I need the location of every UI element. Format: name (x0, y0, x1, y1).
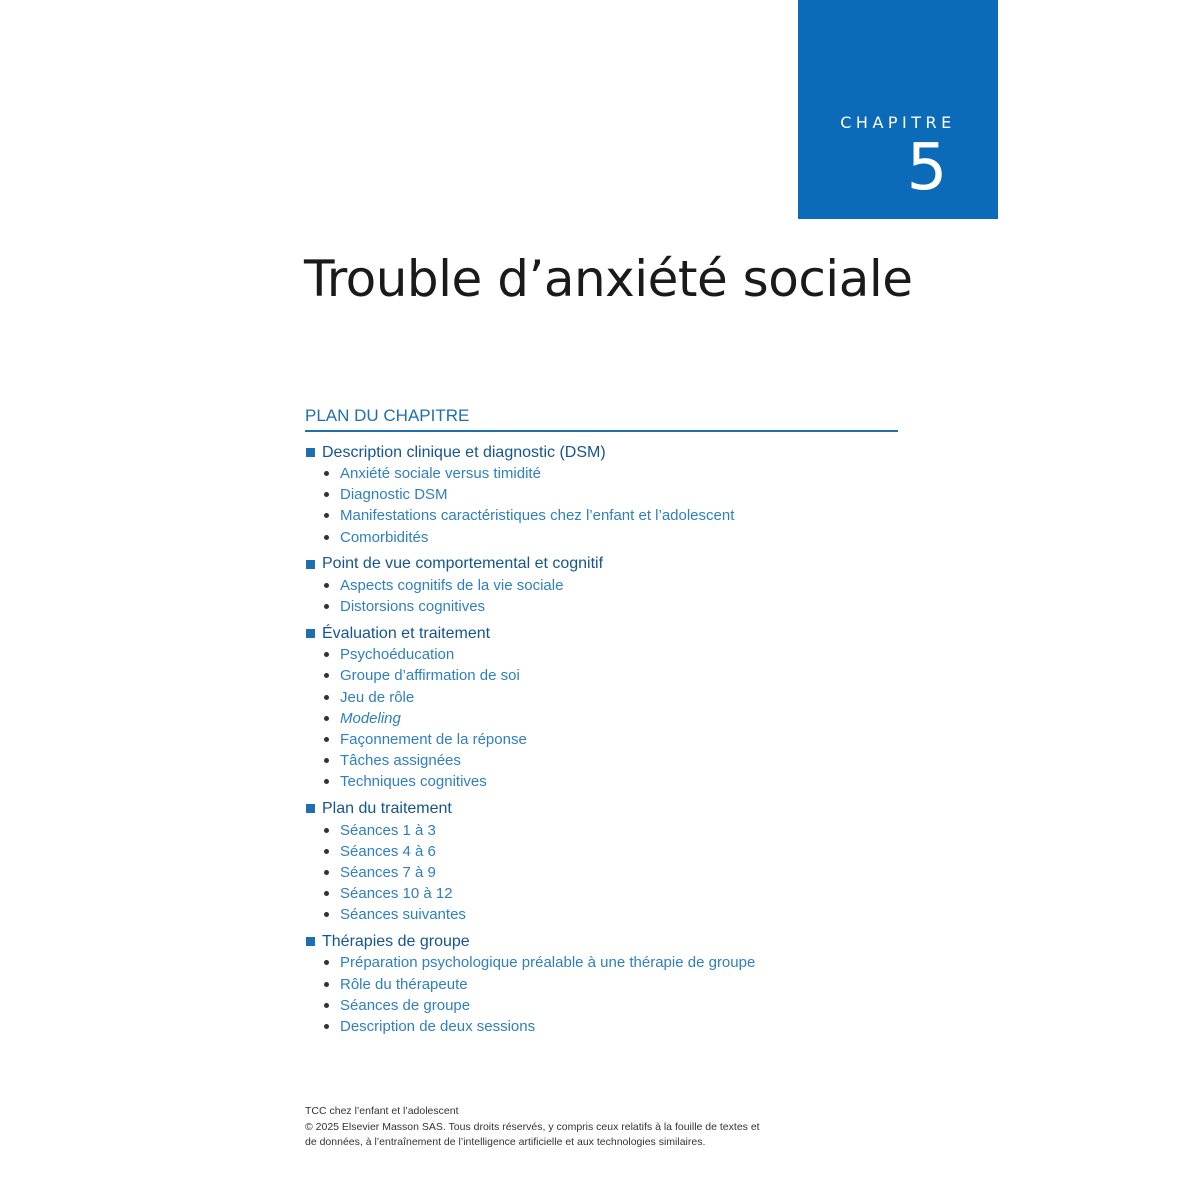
list-item-label: Distorsions cognitives (340, 598, 486, 616)
plan-sections (305, 442, 898, 1037)
footer-book-title: TCC chez l’enfant et l’adolescent (305, 1105, 459, 1117)
list-item (305, 1016, 898, 1037)
square-bullet-icon (306, 560, 315, 569)
list-item-label: Modeling (340, 709, 401, 727)
bullet-dot-icon (324, 471, 329, 476)
list-item-label: Aspects cognitifs de la vie sociale (340, 576, 564, 594)
footer-copyright-line-2: de données, à l’entraînement de l’intelligence artificielle et aux technologies similaires. (305, 1136, 706, 1148)
bullet-dot-icon (324, 1024, 329, 1029)
bullet-dot-icon (324, 849, 329, 854)
bullet-dot-icon (324, 912, 329, 917)
section-items (305, 819, 898, 925)
list-item-label: Anxiété sociale versus timidité (340, 465, 541, 483)
list-item (305, 708, 898, 729)
list-item-label: Tâches assignées (340, 752, 461, 770)
list-item (305, 974, 898, 995)
section-title-label: Point de vue comportemental et cognitif (322, 555, 604, 573)
bullet-dot-icon (324, 604, 329, 609)
bullet-dot-icon (324, 583, 329, 588)
plan-section (305, 442, 898, 548)
list-item (305, 952, 898, 973)
list-item-label: Rôle du thérapeute (340, 975, 468, 993)
list-item-label: Séances 10 à 12 (340, 885, 453, 903)
list-item-label: Séances de groupe (340, 996, 471, 1014)
list-item (305, 995, 898, 1016)
bullet-dot-icon (324, 652, 329, 657)
bullet-dot-icon (324, 891, 329, 896)
list-item-label: Techniques cognitives (340, 773, 487, 791)
chapter-plan (305, 406, 898, 1043)
section-title (305, 931, 898, 952)
plan-section (305, 798, 898, 925)
section-items (305, 463, 898, 548)
footer-copyright-line-1: © 2025 Elsevier Masson SAS. Tous droits réservés, y compris ceux relatifs à la fouille de textes et (305, 1120, 760, 1133)
bullet-dot-icon (324, 513, 329, 518)
chapter-box (798, 0, 998, 219)
section-title-label: Description clinique et diagnostic (DSM) (322, 443, 606, 461)
list-item-label: Jeu de rôle (340, 688, 415, 706)
list-item-label: Séances 7 à 9 (340, 863, 436, 881)
section-title (305, 798, 898, 819)
bullet-dot-icon (324, 673, 329, 678)
list-item (305, 644, 898, 665)
bullet-dot-icon (324, 535, 329, 540)
list-item (305, 484, 898, 505)
footer (305, 1104, 775, 1151)
section-title (305, 623, 898, 644)
list-item-label: Psychoéducation (340, 646, 455, 664)
section-title-label: Évaluation et traitement (322, 624, 491, 642)
bullet-dot-icon (324, 492, 329, 497)
square-bullet-icon (306, 448, 315, 457)
bullet-dot-icon (324, 828, 329, 833)
bullet-dot-icon (324, 960, 329, 965)
list-item-label: Comorbidités (340, 528, 429, 546)
list-item (305, 771, 898, 792)
list-item-label: Séances 4 à 6 (340, 842, 436, 860)
page-title: Trouble d’anxiété sociale (304, 250, 913, 308)
plan-section (305, 931, 898, 1037)
chapter-number: 5 (906, 131, 948, 205)
list-item (305, 505, 898, 526)
plan-section (305, 623, 898, 792)
bullet-dot-icon (324, 737, 329, 742)
plan-heading: PLAN DU CHAPITRE (305, 406, 898, 432)
bullet-dot-icon (324, 779, 329, 784)
list-item (305, 665, 898, 686)
list-item (305, 750, 898, 771)
list-item (305, 841, 898, 862)
list-item-label: Manifestations caractéristiques chez l’enfant et l’adolescent (340, 507, 735, 525)
chapter-label: CHAPITRE (840, 113, 956, 132)
list-item-label: Séances 1 à 3 (340, 821, 436, 839)
section-title-label: Plan du traitement (322, 799, 452, 817)
bullet-dot-icon (324, 870, 329, 875)
list-item (305, 883, 898, 904)
list-item-label: Façonnement de la réponse (340, 730, 527, 748)
bullet-dot-icon (324, 695, 329, 700)
list-item (305, 904, 898, 925)
square-bullet-icon (306, 937, 315, 946)
section-items (305, 644, 898, 792)
list-item (305, 463, 898, 484)
list-item (305, 596, 898, 617)
bullet-dot-icon (324, 982, 329, 987)
plan-section (305, 554, 898, 617)
list-item-label: Préparation psychologique préalable à une thérapie de groupe (340, 954, 756, 972)
list-item (305, 862, 898, 883)
square-bullet-icon (306, 629, 315, 638)
list-item-label: Diagnostic DSM (340, 486, 448, 504)
bullet-dot-icon (324, 1003, 329, 1008)
list-item (305, 729, 898, 750)
bullet-dot-icon (324, 758, 329, 763)
list-item-label: Séances suivantes (340, 906, 466, 924)
section-title-label: Thérapies de groupe (322, 932, 470, 950)
section-items (305, 575, 898, 617)
section-title (305, 554, 898, 575)
list-item (305, 527, 898, 548)
list-item (305, 687, 898, 708)
list-item-label: Description de deux sessions (340, 1018, 536, 1036)
list-item (305, 819, 898, 840)
list-item (305, 575, 898, 596)
section-items (305, 952, 898, 1037)
bullet-dot-icon (324, 716, 329, 721)
list-item-label: Groupe d’affirmation de soi (340, 667, 520, 685)
square-bullet-icon (306, 804, 315, 813)
section-title (305, 442, 898, 463)
